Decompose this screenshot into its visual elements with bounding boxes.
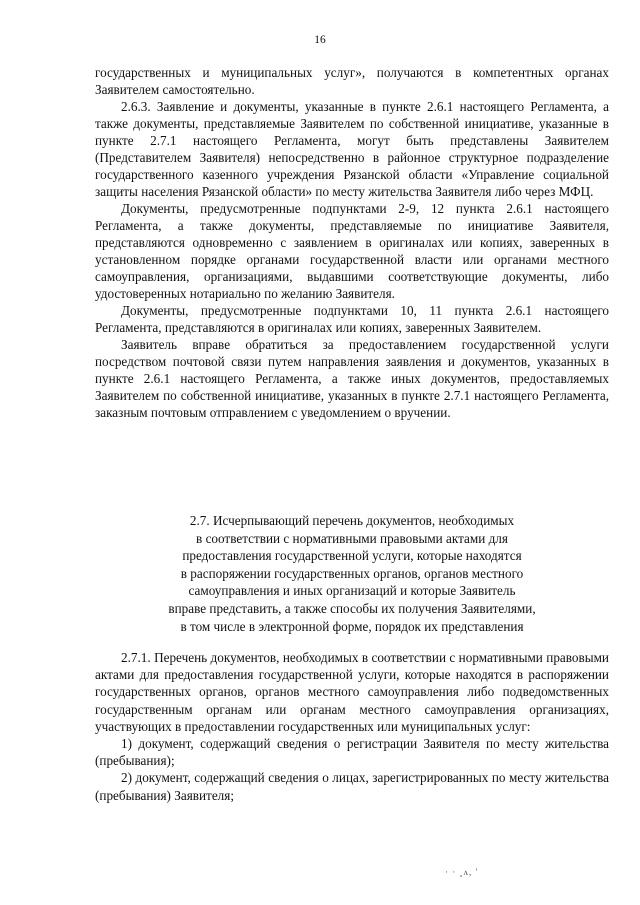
heading-line: в соответствии с нормативными правовыми актами для <box>196 530 508 546</box>
paragraph: 2.7.1. Перечень документов, необходимых в соответствии с нормативными правовыми актами для предоставления государственной услуги, которые находятся в распоряжении государственных органов, органов местного самоуправления либо подведомственных государственным органам или органам местного самоуправления организациях, участвующих в предоставлении государственных или муниципальных услуг: <box>95 650 609 734</box>
heading-line: предоставления государственной услуги, которые находятся <box>182 548 522 564</box>
paragraph: Документы, предусмотренные подпунктами 10, 11 пункта 2.6.1 настоящего Регламента, представляются в оригиналах или копиях, заверенных Заявителем. <box>95 303 609 335</box>
body-text-bottom <box>95 649 609 804</box>
body-text-top <box>95 64 609 421</box>
paragraph: государственных и муниципальных услуг», получаются в компетентных органах Заявителем самостоятельно. <box>95 65 609 97</box>
paragraph: Документы, предусмотренные подпунктами 2-9, 12 пункта 2.6.1 настоящего Регламента, а также документы, представляемые по инициативе Заявителя, представляются одновременно с заявлением в оригиналах или копиях, заверенных в установленном порядке органами государственной власти или органами местного самоуправления, организациями, выдавшими соответствующие документы, либо удостоверенных нотариально по желанию Заявителя. <box>95 201 609 301</box>
section-heading <box>112 512 592 635</box>
heading-line: в распоряжении государственных органов, органов местного <box>180 565 524 581</box>
heading-line: 2.7. Исчерпывающий перечень документов, необходимых <box>189 513 515 528</box>
paragraph: Заявитель вправе обратиться за предоставлением государственной услуги посредством почтовой связи путем направления заявления и документов, указанных в пункте 2.6.1 настоящего Регламента, а также иных документов, предоставляемых Заявителем по собственной инициативе, указанных в пункте 2.7.1 настоящего Регламента, заказным почтовым отправлением с уведомлением о вручении. <box>95 337 609 420</box>
heading-line: самоуправления и иных организаций и которые Заявитель <box>188 583 516 599</box>
heading-line: в том числе в электронной форме, порядок их представления <box>180 618 524 634</box>
paragraph: 1) документ, содержащий сведения о регистрации Заявителя по месту жительства (пребывания); <box>95 736 609 769</box>
heading-line: вправе представить, а также способы их получения Заявителями, <box>168 600 536 616</box>
scan-mark: · · ¸ʌ, ' <box>445 867 479 877</box>
page-number: 16 <box>314 34 326 46</box>
paragraph: 2.6.3. Заявление и документы, указанные в пункте 2.6.1 настоящего Регламента, а также документы, представляемые Заявителем по собственной инициативе, указанные в пункте 2.7.1 настоящего Регламента, могут быть представлены Заявителем (Представителем Заявителя) непосредственно в районное структурное подразделение государственного казенного учреждения Рязанской области «Управление социальной защиты населения Рязанской области» по месту жительства Заявителя либо через МФЦ. <box>95 99 609 199</box>
paragraph: 2) документ, содержащий сведения о лицах, зарегистрированных по месту жительства (пребывания) Заявителя; <box>95 770 609 803</box>
